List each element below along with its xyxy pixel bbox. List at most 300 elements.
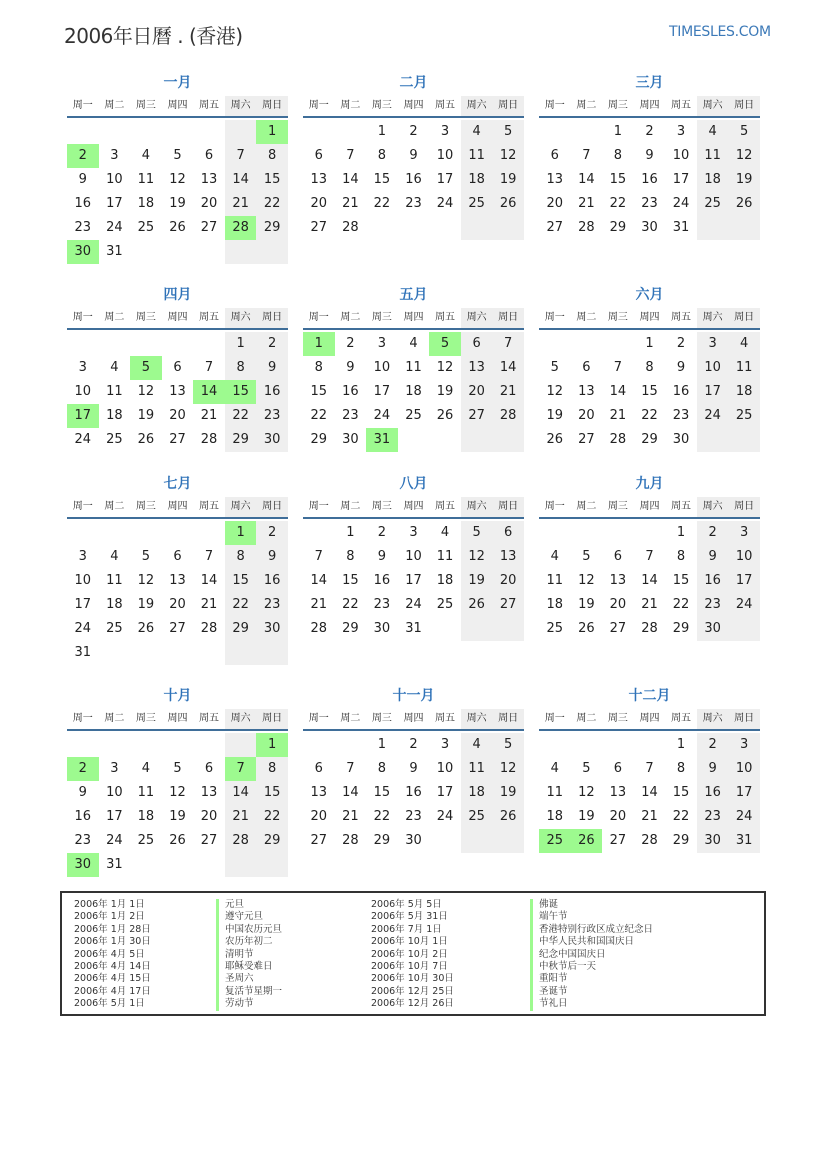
day-cell: 14 — [225, 781, 257, 805]
day-cell: 3 — [110, 761, 119, 776]
day-cell: 10 — [728, 757, 760, 781]
day-cell: 12 — [492, 144, 524, 168]
day-cell: 3 — [440, 737, 450, 752]
day-cell: 25 — [697, 192, 729, 216]
day-cell: 4 — [440, 525, 450, 540]
day-cell: 21 — [225, 805, 257, 829]
weekday-label: 周一 — [72, 100, 93, 111]
holiday-name: 纪念中国国庆日 — [530, 949, 653, 961]
empty-cell — [634, 521, 666, 545]
holiday-name: 耶稣受难日 — [216, 961, 282, 973]
day-cell: 26 — [571, 829, 603, 853]
day-cell: 10 — [436, 761, 454, 776]
day-cell: 21 — [200, 597, 218, 612]
day-cell: 11 — [106, 384, 123, 399]
day-cell: 30 — [256, 617, 288, 641]
day-cell: 14 — [342, 172, 359, 187]
day-cell: 22 — [225, 593, 257, 617]
day-cell: 13 — [310, 172, 328, 187]
weekday-label: 周三 — [135, 100, 156, 111]
month-name: 十月 — [163, 688, 192, 704]
weekday-header — [303, 308, 524, 330]
day-cell: 2 — [67, 757, 99, 781]
day-cell: 17 — [106, 196, 123, 211]
month-block — [303, 72, 524, 240]
day-cell: 3 — [377, 336, 387, 351]
empty-cell — [193, 120, 225, 144]
day-grid — [303, 521, 524, 641]
weekday-label: 周一 — [308, 501, 329, 512]
day-cell: 24 — [373, 408, 391, 423]
day-cell: 22 — [609, 196, 627, 211]
weekday-label: 周四 — [167, 312, 188, 323]
day-cell: 27 — [609, 833, 627, 848]
empty-cell — [193, 853, 225, 877]
day-cell: 10 — [728, 545, 760, 569]
day-cell: 14 — [342, 785, 359, 800]
weekday-label: 周日 — [256, 308, 288, 328]
empty-cell — [571, 332, 603, 356]
day-cell: 27 — [169, 432, 186, 447]
weekday-label: 周日 — [728, 709, 760, 729]
day-cell: 11 — [137, 172, 155, 187]
day-cell: 31 — [405, 621, 422, 636]
day-cell: 4 — [409, 336, 418, 351]
day-cell: 20 — [546, 196, 564, 211]
weekday-label: 周二 — [104, 312, 125, 323]
day-cell: 17 — [106, 809, 123, 824]
weekday-label: 周二 — [576, 501, 597, 512]
day-cell: 16 — [256, 380, 288, 404]
empty-cell — [256, 853, 288, 877]
day-cell: 6 — [550, 148, 559, 163]
weekday-label: 周三 — [371, 312, 392, 323]
day-cell: 29 — [641, 432, 658, 447]
month-name: 十一月 — [392, 688, 435, 704]
holiday-date: 2006年 10月 1日 — [371, 936, 448, 948]
day-cell: 16 — [74, 196, 92, 211]
month-block — [539, 284, 760, 452]
day-cell: 23 — [697, 805, 729, 829]
day-cell: 11 — [405, 360, 422, 375]
month-name: 六月 — [635, 287, 664, 303]
day-grid — [539, 521, 760, 641]
day-cell: 12 — [436, 360, 454, 375]
day-cell: 22 — [256, 192, 288, 216]
holiday-name: 中国农历元旦 — [216, 924, 282, 936]
weekday-label: 周六 — [225, 96, 257, 116]
day-cell: 22 — [225, 404, 257, 428]
weekday-label: 周五 — [199, 713, 220, 724]
day-cell: 29 — [225, 617, 257, 641]
weekday-label: 周四 — [403, 713, 424, 724]
month-name: 十二月 — [628, 688, 671, 704]
day-cell: 20 — [310, 809, 328, 824]
day-cell: 3 — [728, 521, 760, 545]
weekday-label: 周五 — [671, 501, 692, 512]
weekday-label: 周六 — [225, 308, 257, 328]
day-cell: 20 — [609, 597, 627, 612]
page-title: 2006年日曆 . (香港) — [64, 24, 243, 48]
day-cell: 9 — [697, 545, 729, 569]
day-cell: 24 — [74, 432, 92, 447]
day-cell: 23 — [405, 809, 422, 824]
day-cell: 4 — [110, 360, 119, 375]
day-cell: 11 — [436, 549, 454, 564]
weekday-label: 周二 — [340, 100, 361, 111]
day-cell: 22 — [672, 597, 690, 612]
holiday-name: 清明节 — [216, 949, 282, 961]
day-cell: 15 — [641, 384, 658, 399]
day-cell: 10 — [74, 573, 92, 588]
legend-names-left — [216, 899, 282, 1011]
day-cell: 25 — [137, 220, 155, 235]
empty-cell — [571, 733, 603, 757]
empty-cell — [366, 216, 398, 240]
weekday-header — [303, 96, 524, 118]
day-cell: 2 — [697, 521, 729, 545]
day-grid — [539, 733, 760, 853]
day-grid — [67, 521, 288, 665]
month-block — [67, 284, 288, 452]
empty-cell — [429, 829, 461, 853]
empty-cell — [335, 733, 367, 757]
day-grid — [303, 120, 524, 240]
weekday-label: 周日 — [492, 96, 524, 116]
day-cell: 22 — [641, 408, 658, 423]
day-cell: 1 — [256, 120, 288, 144]
empty-cell — [193, 733, 225, 757]
weekday-label: 周六 — [461, 709, 493, 729]
weekday-label: 周四 — [167, 713, 188, 724]
day-cell: 29 — [609, 220, 627, 235]
day-cell: 11 — [546, 785, 564, 800]
day-cell: 3 — [78, 360, 87, 375]
day-cell: 12 — [137, 573, 155, 588]
day-cell: 23 — [405, 196, 422, 211]
weekday-label: 周四 — [167, 501, 188, 512]
day-cell: 16 — [405, 172, 422, 187]
day-cell: 7 — [492, 332, 524, 356]
weekday-label: 周一 — [544, 501, 565, 512]
day-cell: 4 — [110, 549, 119, 564]
day-cell: 18 — [697, 168, 729, 192]
empty-cell — [429, 617, 461, 641]
day-cell: 30 — [67, 240, 99, 264]
weekday-label: 周五 — [435, 713, 456, 724]
weekday-label: 周三 — [371, 100, 392, 111]
empty-cell — [67, 521, 99, 545]
day-cell: 19 — [137, 408, 155, 423]
weekday-header — [67, 308, 288, 330]
empty-cell — [429, 216, 461, 240]
weekday-header — [539, 308, 760, 330]
day-cell: 24 — [405, 597, 422, 612]
weekday-label: 周五 — [199, 100, 220, 111]
empty-cell — [162, 332, 194, 356]
day-cell: 29 — [373, 833, 391, 848]
empty-cell — [225, 240, 257, 264]
day-cell: 21 — [641, 597, 658, 612]
day-cell: 6 — [492, 521, 524, 545]
weekday-label: 周一 — [308, 100, 329, 111]
holiday-name: 中秋节后一天 — [530, 961, 653, 973]
empty-cell — [697, 216, 729, 240]
weekday-label: 周一 — [544, 312, 565, 323]
day-cell: 8 — [256, 757, 288, 781]
day-cell: 3 — [78, 549, 87, 564]
day-cell: 11 — [137, 785, 155, 800]
day-cell: 7 — [204, 360, 214, 375]
holiday-date: 2006年 4月 15日 — [74, 973, 151, 985]
month-block — [539, 72, 760, 240]
day-cell: 26 — [728, 192, 760, 216]
day-cell: 18 — [137, 196, 155, 211]
holiday-date: 2006年 4月 17日 — [74, 985, 151, 997]
day-grid — [67, 120, 288, 264]
day-cell: 21 — [310, 597, 328, 612]
day-cell: 23 — [256, 404, 288, 428]
day-cell: 14 — [492, 356, 524, 380]
day-cell: 5 — [429, 332, 461, 356]
day-cell: 5 — [141, 549, 151, 564]
day-cell: 4 — [461, 733, 493, 757]
empty-cell — [99, 641, 131, 665]
empty-cell — [398, 216, 430, 240]
day-cell: 6 — [461, 332, 493, 356]
day-cell: 9 — [256, 545, 288, 569]
day-cell: 1 — [303, 332, 335, 356]
day-cell: 9 — [78, 785, 87, 800]
day-cell: 9 — [676, 360, 686, 375]
day-cell: 22 — [256, 805, 288, 829]
empty-cell — [539, 521, 571, 545]
day-cell: 15 — [373, 785, 391, 800]
day-cell: 30 — [641, 220, 658, 235]
empty-cell — [728, 428, 760, 452]
day-cell: 7 — [645, 549, 654, 564]
weekday-label: 周一 — [544, 100, 565, 111]
empty-cell — [461, 617, 493, 641]
day-cell: 6 — [314, 148, 323, 163]
day-cell: 3 — [110, 148, 119, 163]
day-cell: 27 — [609, 621, 627, 636]
day-cell: 13 — [310, 785, 328, 800]
weekday-label: 周日 — [256, 497, 288, 517]
weekday-label: 周四 — [639, 100, 660, 111]
empty-cell — [225, 853, 257, 877]
weekday-label: 周三 — [135, 501, 156, 512]
weekday-label: 周日 — [492, 497, 524, 517]
weekday-label: 周五 — [435, 312, 456, 323]
empty-cell — [697, 428, 729, 452]
day-cell: 7 — [314, 549, 323, 564]
day-cell: 7 — [346, 148, 355, 163]
empty-cell — [634, 733, 666, 757]
weekday-label: 周二 — [340, 501, 361, 512]
empty-cell — [461, 428, 493, 452]
day-cell: 6 — [204, 761, 214, 776]
day-cell: 5 — [173, 148, 182, 163]
day-cell: 13 — [169, 573, 186, 588]
day-cell: 6 — [582, 360, 591, 375]
weekday-label: 周六 — [225, 497, 257, 517]
weekday-label: 周三 — [607, 713, 628, 724]
day-cell: 18 — [436, 573, 454, 588]
day-cell: 8 — [377, 761, 387, 776]
holiday-date: 2006年 10月 30日 — [371, 973, 454, 985]
day-cell: 9 — [409, 148, 418, 163]
day-cell: 10 — [697, 356, 729, 380]
day-cell: 20 — [200, 196, 218, 211]
holiday-date: 2006年 12月 25日 — [371, 985, 454, 997]
day-cell: 9 — [78, 172, 87, 187]
empty-cell — [67, 332, 99, 356]
day-cell: 16 — [74, 809, 92, 824]
day-cell: 12 — [137, 384, 155, 399]
day-cell: 10 — [74, 384, 92, 399]
day-cell: 3 — [728, 733, 760, 757]
empty-cell — [193, 332, 225, 356]
day-cell: 26 — [492, 805, 524, 829]
day-cell: 14 — [578, 172, 595, 187]
empty-cell — [429, 428, 461, 452]
month-block — [67, 72, 288, 264]
day-cell: 15 — [373, 172, 391, 187]
day-cell: 12 — [728, 144, 760, 168]
holiday-name: 重阳节 — [530, 973, 653, 985]
day-cell: 21 — [609, 408, 627, 423]
day-cell: 11 — [461, 757, 493, 781]
holiday-date: 2006年 5月 5日 — [371, 899, 442, 910]
empty-cell — [602, 332, 634, 356]
empty-cell — [162, 733, 194, 757]
weekday-label: 周日 — [728, 96, 760, 116]
day-grid — [539, 332, 760, 452]
day-cell: 18 — [461, 781, 493, 805]
weekday-header — [67, 96, 288, 118]
weekday-header — [539, 96, 760, 118]
day-cell: 25 — [461, 805, 493, 829]
empty-cell — [492, 829, 524, 853]
holiday-name: 佛诞 — [530, 899, 653, 911]
day-cell: 28 — [225, 829, 257, 853]
day-cell: 7 — [645, 761, 654, 776]
day-cell: 4 — [728, 332, 760, 356]
empty-cell — [539, 733, 571, 757]
day-cell: 12 — [461, 545, 493, 569]
day-cell: 26 — [169, 833, 186, 848]
day-cell: 22 — [310, 408, 328, 423]
empty-cell — [728, 216, 760, 240]
day-cell: 27 — [461, 404, 493, 428]
holiday-date: 2006年 5月 1日 — [74, 998, 145, 1010]
empty-cell — [99, 120, 131, 144]
weekday-label: 周四 — [403, 100, 424, 111]
day-cell: 1 — [225, 521, 257, 545]
weekday-label: 周四 — [639, 501, 660, 512]
day-cell: 10 — [405, 549, 422, 564]
day-cell: 8 — [676, 761, 686, 776]
day-cell: 11 — [697, 144, 729, 168]
day-cell: 14 — [225, 168, 257, 192]
weekday-label: 周二 — [104, 100, 125, 111]
brand-logo[interactable]: TIMESLES.COM — [669, 24, 771, 40]
weekday-label: 周三 — [607, 501, 628, 512]
empty-cell — [461, 216, 493, 240]
day-cell: 24 — [728, 593, 760, 617]
empty-cell — [130, 853, 162, 877]
day-cell: 7 — [613, 360, 623, 375]
day-cell: 18 — [728, 380, 760, 404]
day-cell: 26 — [578, 621, 595, 636]
empty-cell — [162, 853, 194, 877]
empty-cell — [492, 216, 524, 240]
day-cell: 20 — [578, 408, 595, 423]
weekday-label: 周日 — [256, 96, 288, 116]
day-cell: 26 — [169, 220, 186, 235]
day-cell: 31 — [672, 220, 690, 235]
weekday-header — [303, 709, 524, 731]
weekday-label: 周一 — [72, 501, 93, 512]
day-cell: 14 — [641, 785, 658, 800]
day-cell: 30 — [672, 432, 690, 447]
day-cell: 30 — [697, 829, 729, 853]
empty-cell — [256, 641, 288, 665]
weekday-label: 周一 — [72, 312, 93, 323]
day-cell: 14 — [609, 384, 627, 399]
day-cell: 5 — [173, 761, 182, 776]
day-cell: 20 — [169, 597, 186, 612]
day-cell: 20 — [169, 408, 186, 423]
day-cell: 25 — [539, 829, 571, 853]
day-cell: 24 — [672, 196, 690, 211]
day-cell: 8 — [314, 360, 323, 375]
empty-cell — [398, 428, 430, 452]
day-cell: 4 — [697, 120, 729, 144]
day-cell: 27 — [310, 220, 328, 235]
weekday-label: 周日 — [492, 308, 524, 328]
day-cell: 2 — [409, 737, 418, 752]
empty-cell — [303, 120, 335, 144]
day-cell: 25 — [728, 404, 760, 428]
weekday-label: 周六 — [461, 96, 493, 116]
day-cell: 24 — [106, 833, 123, 848]
day-cell: 2 — [346, 336, 355, 351]
weekday-label: 周五 — [671, 713, 692, 724]
day-grid — [67, 733, 288, 877]
weekday-label: 周三 — [607, 100, 628, 111]
day-cell: 19 — [169, 196, 186, 211]
weekday-header — [539, 709, 760, 731]
weekday-header — [67, 709, 288, 731]
day-cell: 25 — [405, 408, 422, 423]
day-cell: 15 — [310, 384, 328, 399]
day-cell: 24 — [436, 809, 454, 824]
day-cell: 30 — [67, 853, 99, 877]
day-cell: 27 — [169, 621, 186, 636]
empty-cell — [492, 617, 524, 641]
day-cell: 10 — [672, 148, 690, 163]
month-block — [539, 685, 760, 853]
day-cell: 25 — [546, 621, 564, 636]
day-cell: 23 — [697, 593, 729, 617]
weekday-label: 周二 — [576, 713, 597, 724]
weekday-label: 周二 — [340, 312, 361, 323]
weekday-label: 周日 — [728, 497, 760, 517]
day-cell: 15 — [672, 785, 690, 800]
day-cell: 30 — [373, 621, 391, 636]
